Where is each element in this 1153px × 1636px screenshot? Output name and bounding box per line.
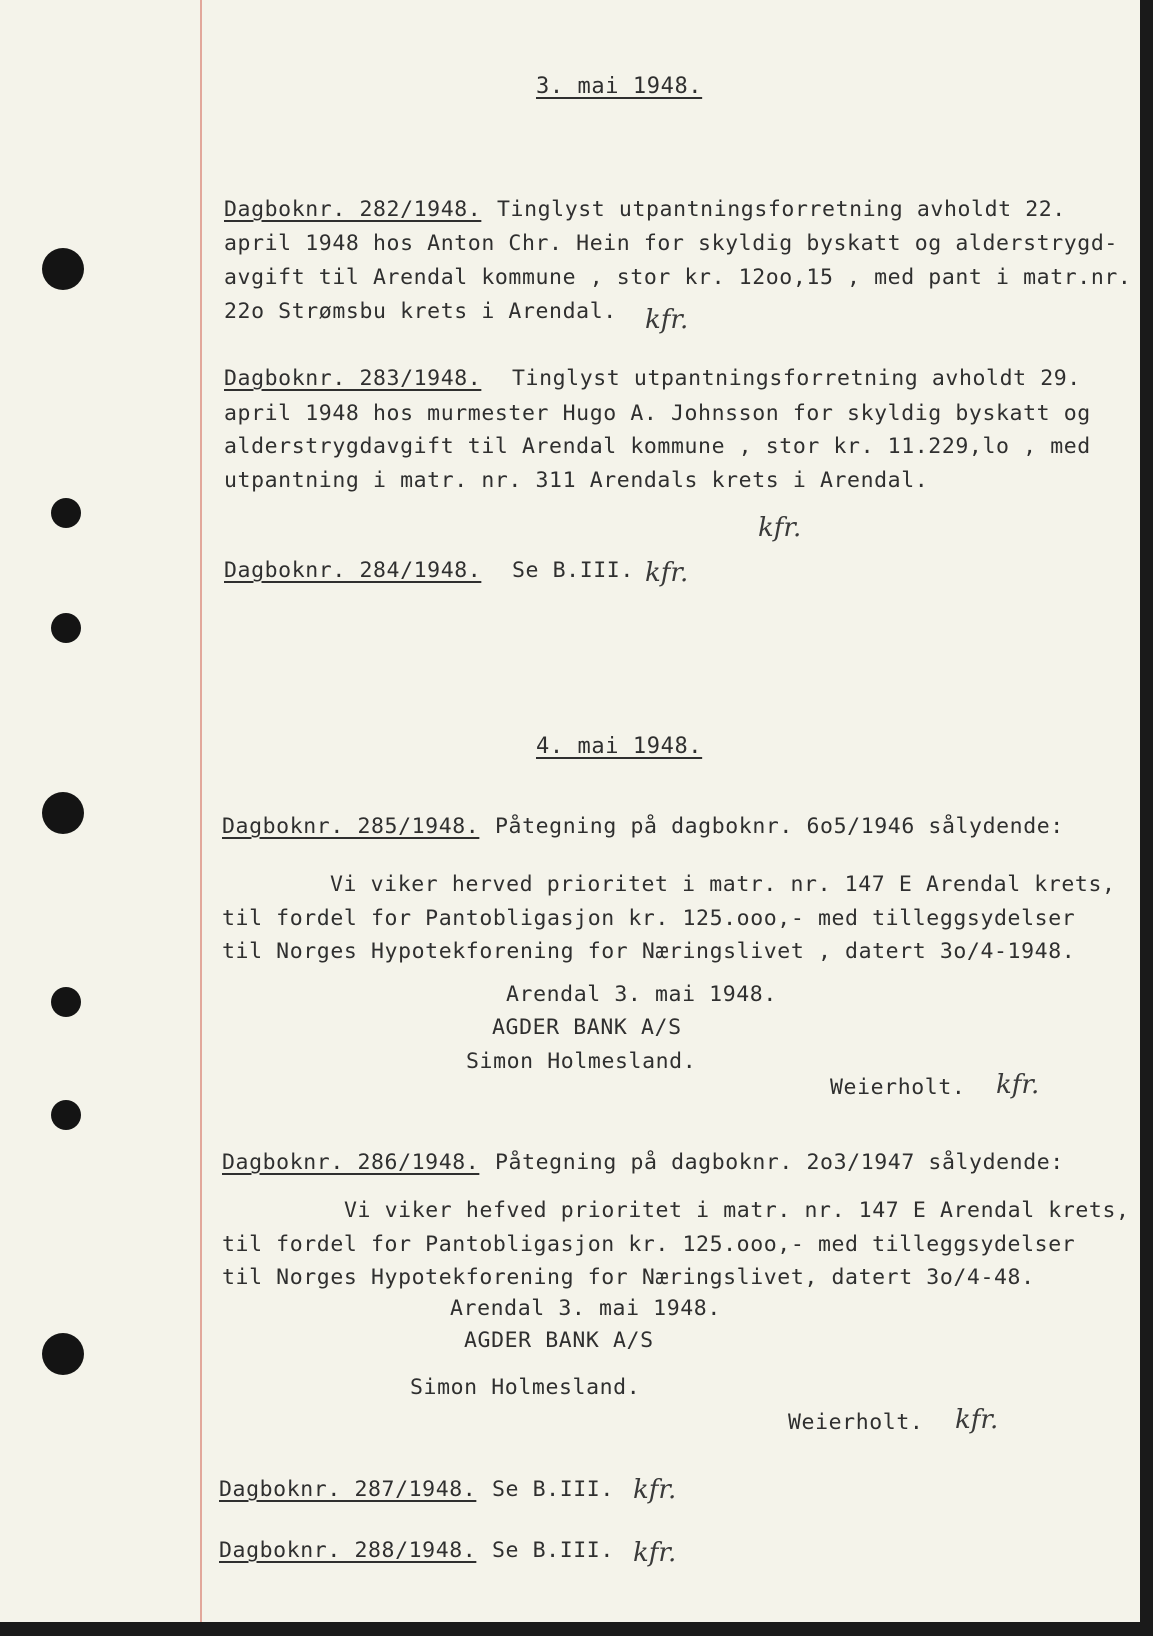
- handwritten-initials: kfr.: [996, 1070, 1040, 1100]
- entry-ref: Dagboknr. 283/1948.: [224, 366, 482, 391]
- entry-text: alderstrygdavgift til Arendal kommune , stor kr. 11.229,lo , med: [224, 434, 1091, 459]
- entry-text: april 1948 hos Anton Chr. Hein for skyldig byskatt og alderstrygd-: [224, 231, 1118, 256]
- entry-text: til Norges Hypotekforening for Næringslivet , datert 3o/4-1948.: [222, 939, 1076, 964]
- signature-place-date: Arendal 3. mai 1948.: [450, 1296, 721, 1321]
- entry-text: Se B.III.: [492, 1538, 614, 1563]
- clerk-name: Weierholt.: [830, 1075, 966, 1100]
- entry-ref: Dagboknr. 282/1948.: [224, 197, 482, 222]
- entry-text: til Norges Hypotekforening for Næringslivet, datert 3o/4-48.: [222, 1265, 1035, 1290]
- handwritten-initials: kfr.: [955, 1405, 999, 1435]
- entry-text: Tinglyst utpantningsforretning avholdt 22.: [497, 197, 1066, 222]
- signature-name: Simon Holmesland.: [410, 1375, 641, 1400]
- entry-text: Vi viker herved prioritet i matr. nr. 147 E Arendal krets,: [330, 872, 1116, 897]
- entry-text: avgift til Arendal kommune , stor kr. 12oo,15 , med pant i matr.nr.: [224, 265, 1132, 290]
- entry-intro: Påtegning på dagboknr. 6o5/1946 sålydende:: [495, 814, 1064, 839]
- entry-text: Vi viker hefved prioritet i matr. nr. 147 E Arendal krets,: [344, 1198, 1130, 1223]
- signature-place-date: Arendal 3. mai 1948.: [506, 982, 777, 1007]
- entry-text: utpantning i matr. nr. 311 Arendals krets i Arendal.: [224, 468, 929, 493]
- punch-hole: [51, 987, 81, 1017]
- entry-intro: Påtegning på dagboknr. 2o3/1947 sålydende:: [495, 1150, 1064, 1175]
- punch-hole: [51, 613, 81, 643]
- signature-bank: AGDER BANK A/S: [492, 1015, 682, 1040]
- entry-text: 22o Strømsbu krets i Arendal.: [224, 299, 617, 324]
- punch-hole: [51, 1100, 81, 1130]
- entry-ref: Dagboknr. 286/1948.: [222, 1150, 480, 1175]
- entry-text: Se B.III.: [512, 558, 634, 583]
- entry-text: til fordel for Pantobligasjon kr. 125.ooo,- med tilleggsydelser: [222, 1232, 1076, 1257]
- date-heading: 3. mai 1948.: [536, 74, 703, 99]
- handwritten-initials: kfr.: [633, 1538, 677, 1568]
- entry-text: til fordel for Pantobligasjon kr. 125.ooo,- med tilleggsydelser: [222, 906, 1076, 931]
- signature-bank: AGDER BANK A/S: [464, 1328, 654, 1353]
- entry-ref: Dagboknr. 287/1948.: [219, 1477, 477, 1502]
- entry-ref: Dagboknr. 284/1948.: [224, 558, 482, 583]
- entry-text: Tinglyst utpantningsforretning avholdt 29.: [512, 366, 1081, 391]
- entry-ref: Dagboknr. 288/1948.: [219, 1538, 477, 1563]
- handwritten-initials: kfr.: [645, 558, 689, 588]
- punch-hole: [51, 498, 81, 528]
- entry-ref: Dagboknr. 285/1948.: [222, 814, 480, 839]
- handwritten-initials: kfr.: [645, 305, 689, 335]
- margin-rule: [200, 0, 202, 1622]
- date-heading: 4. mai 1948.: [536, 734, 703, 759]
- entry-text: april 1948 hos murmester Hugo A. Johnsson for skyldig byskatt og: [224, 401, 1091, 426]
- punch-hole: [42, 248, 84, 290]
- handwritten-initials: kfr.: [633, 1475, 677, 1505]
- clerk-name: Weierholt.: [788, 1410, 924, 1435]
- punch-hole: [42, 1333, 84, 1375]
- punch-hole: [42, 792, 84, 834]
- entry-text: Se B.III.: [492, 1477, 614, 1502]
- handwritten-initials: kfr.: [758, 513, 802, 543]
- signature-name: Simon Holmesland.: [466, 1049, 697, 1074]
